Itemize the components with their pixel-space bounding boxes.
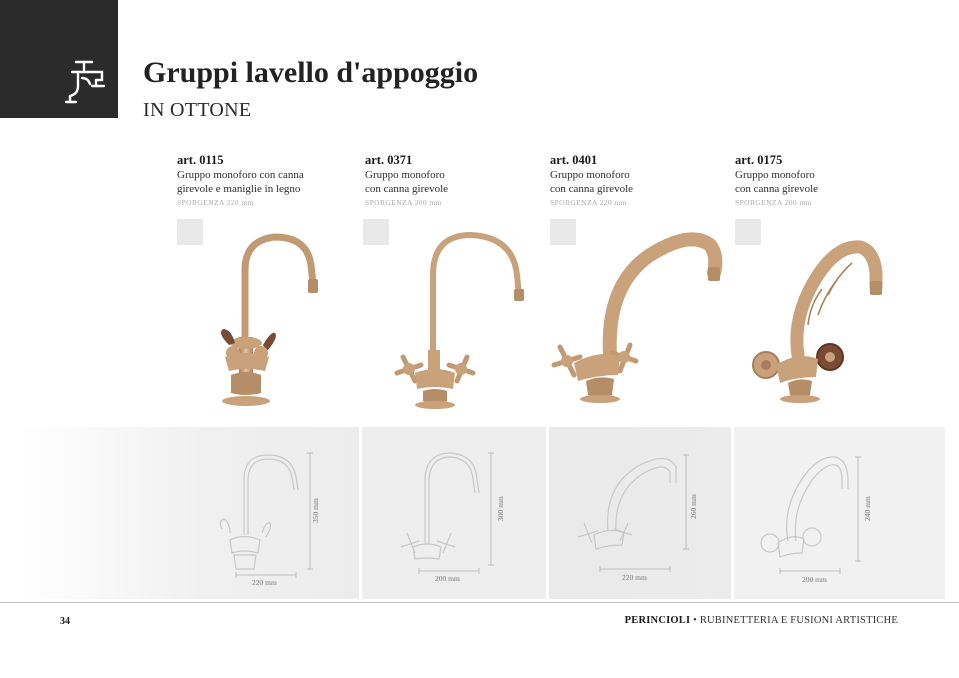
- page-title: Gruppi lavello d'appoggio: [143, 56, 479, 89]
- dimension-width-label: 200 mm: [435, 574, 460, 583]
- product-description-line1: Gruppo monoforo con canna: [177, 169, 304, 181]
- dimension-width-label: 220 mm: [622, 573, 647, 582]
- dimension-height-label: 350 mm: [311, 498, 320, 523]
- product-0401-info: [550, 152, 730, 208]
- panel-divider: [731, 427, 734, 599]
- faucet-logo-icon: [62, 56, 112, 108]
- product-art-number: art. 0371: [365, 153, 413, 167]
- product-sporgenza: SPORGENZA 200 mm: [365, 198, 442, 207]
- panel-divider: [546, 427, 549, 599]
- dimension-height-label: 300 mm: [496, 496, 505, 521]
- product-0175-info: [735, 152, 915, 208]
- technical-drawing-0401: [570, 445, 710, 590]
- technical-drawing-0175: [750, 445, 880, 590]
- footer-tagline: RUBINETTERIA E FUSIONI ARTISTICHE: [699, 615, 898, 626]
- product-sporgenza: SPORGENZA 200 mm: [735, 198, 812, 207]
- product-description-line1: Gruppo monoforo: [365, 169, 445, 181]
- footer-brand-line: [625, 615, 898, 626]
- dimension-width-label: 220 mm: [252, 578, 277, 587]
- technical-drawing-0371: [395, 445, 525, 590]
- product-description-line2: con canna girevole: [550, 183, 634, 195]
- footer-bullet: •: [693, 615, 697, 626]
- dimension-width-label: 200 mm: [802, 575, 827, 584]
- faucet-0115-image: [195, 225, 355, 410]
- product-description-line1: Gruppo monoforo: [735, 169, 815, 181]
- panel-divider: [359, 427, 362, 599]
- product-description-line2: con canna girevole: [735, 183, 819, 195]
- product-sporgenza: SPORGENZA 220 mm: [550, 198, 627, 207]
- page-subtitle: IN OTTONE: [143, 99, 252, 121]
- product-sporgenza: SPORGENZA 220 mm: [177, 198, 254, 207]
- footer-brand: PERINCIOLI: [624, 615, 691, 626]
- faucet-0175-image: [748, 225, 898, 410]
- product-art-number: art. 0401: [550, 153, 598, 167]
- technical-drawing-0115: [210, 445, 340, 590]
- footer-rule: [0, 602, 959, 603]
- product-0371-info: [365, 152, 545, 208]
- product-description-line2: girevole e maniglie in legno: [177, 183, 301, 195]
- product-0115-info: [177, 152, 357, 208]
- product-description-line2: con canna girevole: [365, 183, 449, 195]
- faucet-0401-image: [550, 225, 725, 410]
- product-art-number: art. 0115: [177, 153, 224, 167]
- faucet-0371-image: [385, 225, 545, 410]
- product-description-line1: Gruppo monoforo: [550, 169, 630, 181]
- dimension-height-label: 240 mm: [863, 496, 872, 521]
- dimension-height-label: 260 mm: [689, 494, 698, 519]
- page-number: 34: [60, 616, 70, 627]
- brand-logo-block: [0, 0, 118, 118]
- product-art-number: art. 0175: [735, 153, 783, 167]
